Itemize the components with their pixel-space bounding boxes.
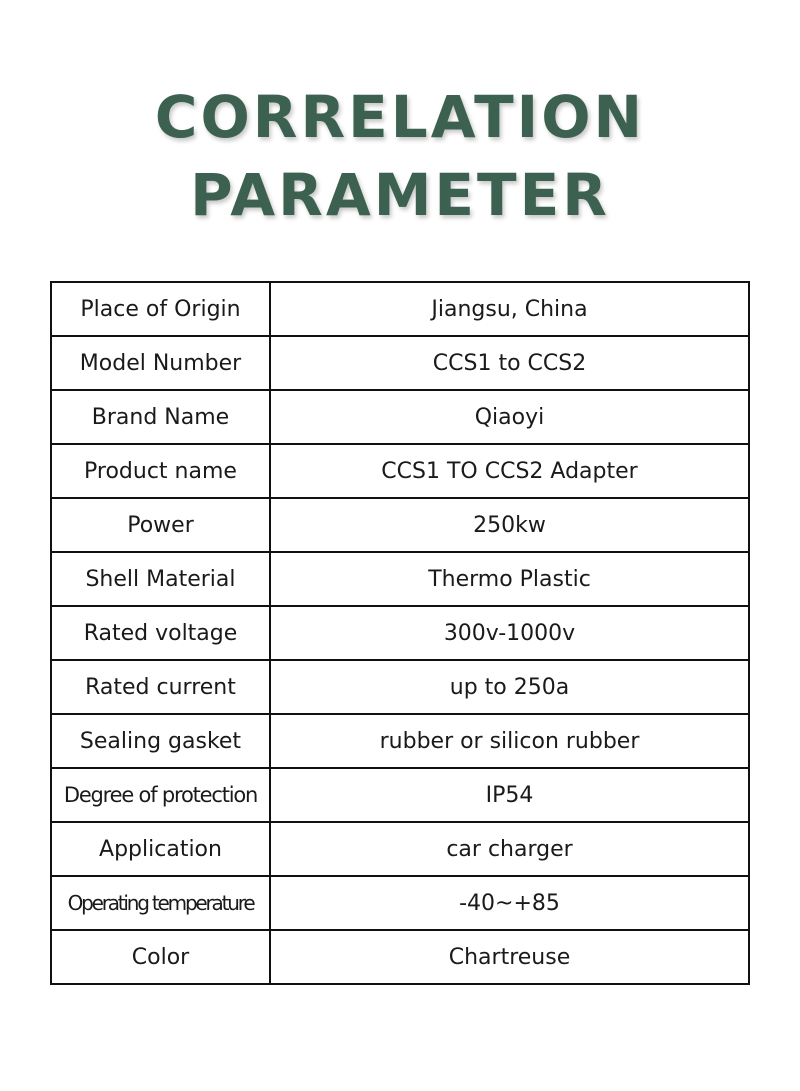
page-title-line-2: PARAMETER	[190, 161, 610, 229]
param-label: Operating temperature	[51, 876, 270, 930]
param-label: Product name	[51, 444, 270, 498]
param-value: IP54	[270, 768, 749, 822]
page-title-line-1: CORRELATION	[154, 83, 646, 151]
param-value: Jiangsu, China	[270, 282, 749, 336]
table-row	[51, 498, 749, 552]
param-value: -40~+85	[270, 876, 749, 930]
table-row	[51, 282, 749, 336]
param-value: CCS1 to CCS2	[270, 336, 749, 390]
param-label: Rated voltage	[51, 606, 270, 660]
param-label: Place of Origin	[51, 282, 270, 336]
table-row	[51, 822, 749, 876]
table-row	[51, 390, 749, 444]
table-row	[51, 714, 749, 768]
param-label: Shell Material	[51, 552, 270, 606]
param-label: Application	[51, 822, 270, 876]
param-label: Model Number	[51, 336, 270, 390]
param-value: car charger	[270, 822, 749, 876]
param-label: Rated current	[51, 660, 270, 714]
param-value: up to 250a	[270, 660, 749, 714]
param-label: Brand Name	[51, 390, 270, 444]
param-value: Qiaoyi	[270, 390, 749, 444]
table-row	[51, 876, 749, 930]
param-value: Chartreuse	[270, 930, 749, 984]
param-label: Power	[51, 498, 270, 552]
param-value: 250kw	[270, 498, 749, 552]
param-value: CCS1 TO CCS2 Adapter	[270, 444, 749, 498]
parameter-table	[50, 281, 750, 985]
table-row	[51, 660, 749, 714]
table-row	[51, 606, 749, 660]
table-row	[51, 336, 749, 390]
param-value: rubber or silicon rubber	[270, 714, 749, 768]
param-label: Sealing gasket	[51, 714, 270, 768]
table-row	[51, 552, 749, 606]
param-label: Degree of protection	[51, 768, 270, 822]
param-value: 300v-1000v	[270, 606, 749, 660]
table-row	[51, 930, 749, 984]
param-label: Color	[51, 930, 270, 984]
table-row	[51, 768, 749, 822]
param-value: Thermo Plastic	[270, 552, 749, 606]
table-row	[51, 444, 749, 498]
